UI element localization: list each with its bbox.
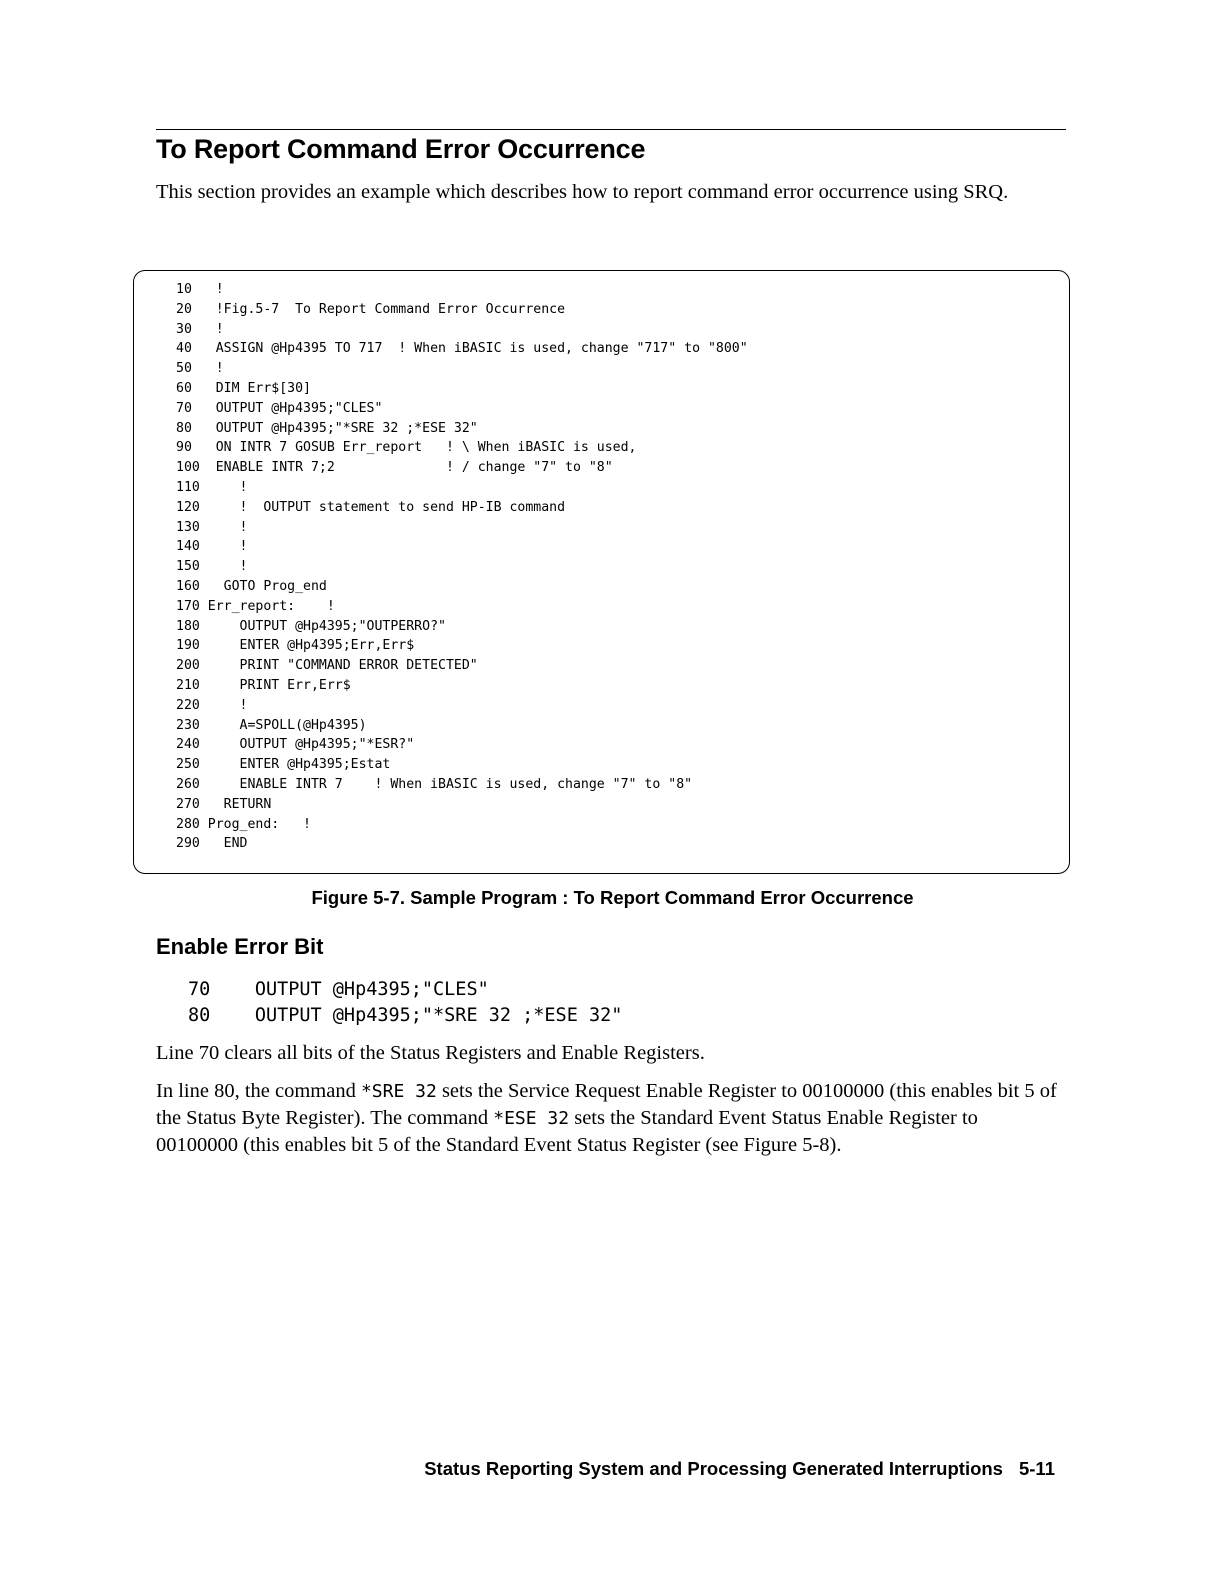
subsection-title: Enable Error Bit	[156, 934, 324, 959]
code-line: 40 ASSIGN @Hp4395 TO 717 ! When iBASIC is used, change "717" to "800"	[176, 341, 748, 357]
text-run: sets the Service Request Enable Register to 00100000 (this enables bit 5 of the Status Byte Register). The command	[156, 1080, 1057, 1129]
code-line: 200 PRINT "COMMAND ERROR DETECTED"	[176, 658, 478, 674]
code-line: 50 !	[176, 361, 224, 377]
text-run: In line 80, the command	[156, 1080, 361, 1102]
paragraph-line-80	[156, 1078, 1061, 1158]
code-line: 160 GOTO Prog_end	[176, 578, 327, 594]
code-line: 150 !	[176, 559, 248, 575]
code-line: 60 DIM Err$[30]	[176, 380, 311, 396]
code-line: 130 !	[176, 519, 248, 535]
inline-code: *SRE 32	[360, 1081, 437, 1102]
code-line: 110 !	[176, 479, 248, 495]
code-line: 280 Prog_end: !	[176, 816, 311, 832]
code-line: 180 OUTPUT @Hp4395;"OUTPERRO?"	[176, 618, 446, 634]
code-line: 80 OUTPUT @Hp4395;"*SRE 32 ;*ESE 32"	[176, 420, 478, 436]
section-title: To Report Command Error Occurrence	[156, 134, 646, 164]
code-line: 10 !	[176, 282, 224, 297]
code-line: 100 ENABLE INTR 7;2 ! / change "7" to "8"	[176, 460, 613, 476]
code-line: 290 END	[176, 836, 248, 852]
code-line: 140 !	[176, 539, 248, 555]
code-line: 80 OUTPUT @Hp4395;"*SRE 32 ;*ESE 32"	[188, 1005, 623, 1026]
text-run: sets the Standard Event Status Enable Register to 00100000 (this enables bit 5 of the Standard Event Status Register (see Figure 5-8).	[156, 1107, 978, 1156]
code-line: 120 ! OUTPUT statement to send HP-IB command	[176, 499, 566, 515]
running-title: Status Reporting System and Processing Generated Interruptions	[424, 1458, 1003, 1479]
code-line: 190 ENTER @Hp4395;Err,Err$	[176, 638, 415, 654]
page-number: 5-11	[1018, 1458, 1055, 1479]
code-line: 260 ENABLE INTR 7 ! When iBASIC is used, change "7" to "8"	[176, 776, 693, 792]
code-line: 250 ENTER @Hp4395;Estat	[176, 757, 391, 773]
code-line: 90 ON INTR 7 GOSUB Err_report ! \ When iBASIC is used,	[176, 440, 637, 456]
paragraph-line-70: Line 70 clears all bits of the Status Registers and Enable Registers.	[156, 1042, 705, 1064]
code-excerpt	[188, 977, 622, 1029]
inline-code: *ESE 32	[493, 1108, 570, 1129]
code-line: 210 PRINT Err,Err$	[176, 677, 351, 693]
program-listing	[176, 280, 748, 854]
code-line: 30 !	[176, 321, 224, 337]
page-footer	[424, 1458, 1055, 1480]
code-line: 240 OUTPUT @Hp4395;"*ESR?"	[176, 737, 415, 753]
code-line: 270 RETURN	[176, 796, 272, 812]
intro-paragraph: This section provides an example which describes how to report command error occurrence using SRQ.	[156, 181, 1009, 203]
code-line: 20 !Fig.5-7 To Report Command Error Occurrence	[176, 301, 566, 317]
code-line: 70 OUTPUT @Hp4395;"CLES"	[176, 400, 383, 416]
code-line: 230 A=SPOLL(@Hp4395)	[176, 717, 367, 733]
figure-caption-text: Figure 5-7. Sample Program : To Report Command Error Occurrence	[311, 887, 914, 908]
code-line: 220 !	[176, 697, 248, 713]
code-line: 170 Err_report: !	[176, 598, 335, 614]
code-line: 70 OUTPUT @Hp4395;"CLES"	[188, 979, 489, 1000]
figure-caption	[0, 887, 1225, 909]
section-rule	[156, 129, 1066, 130]
